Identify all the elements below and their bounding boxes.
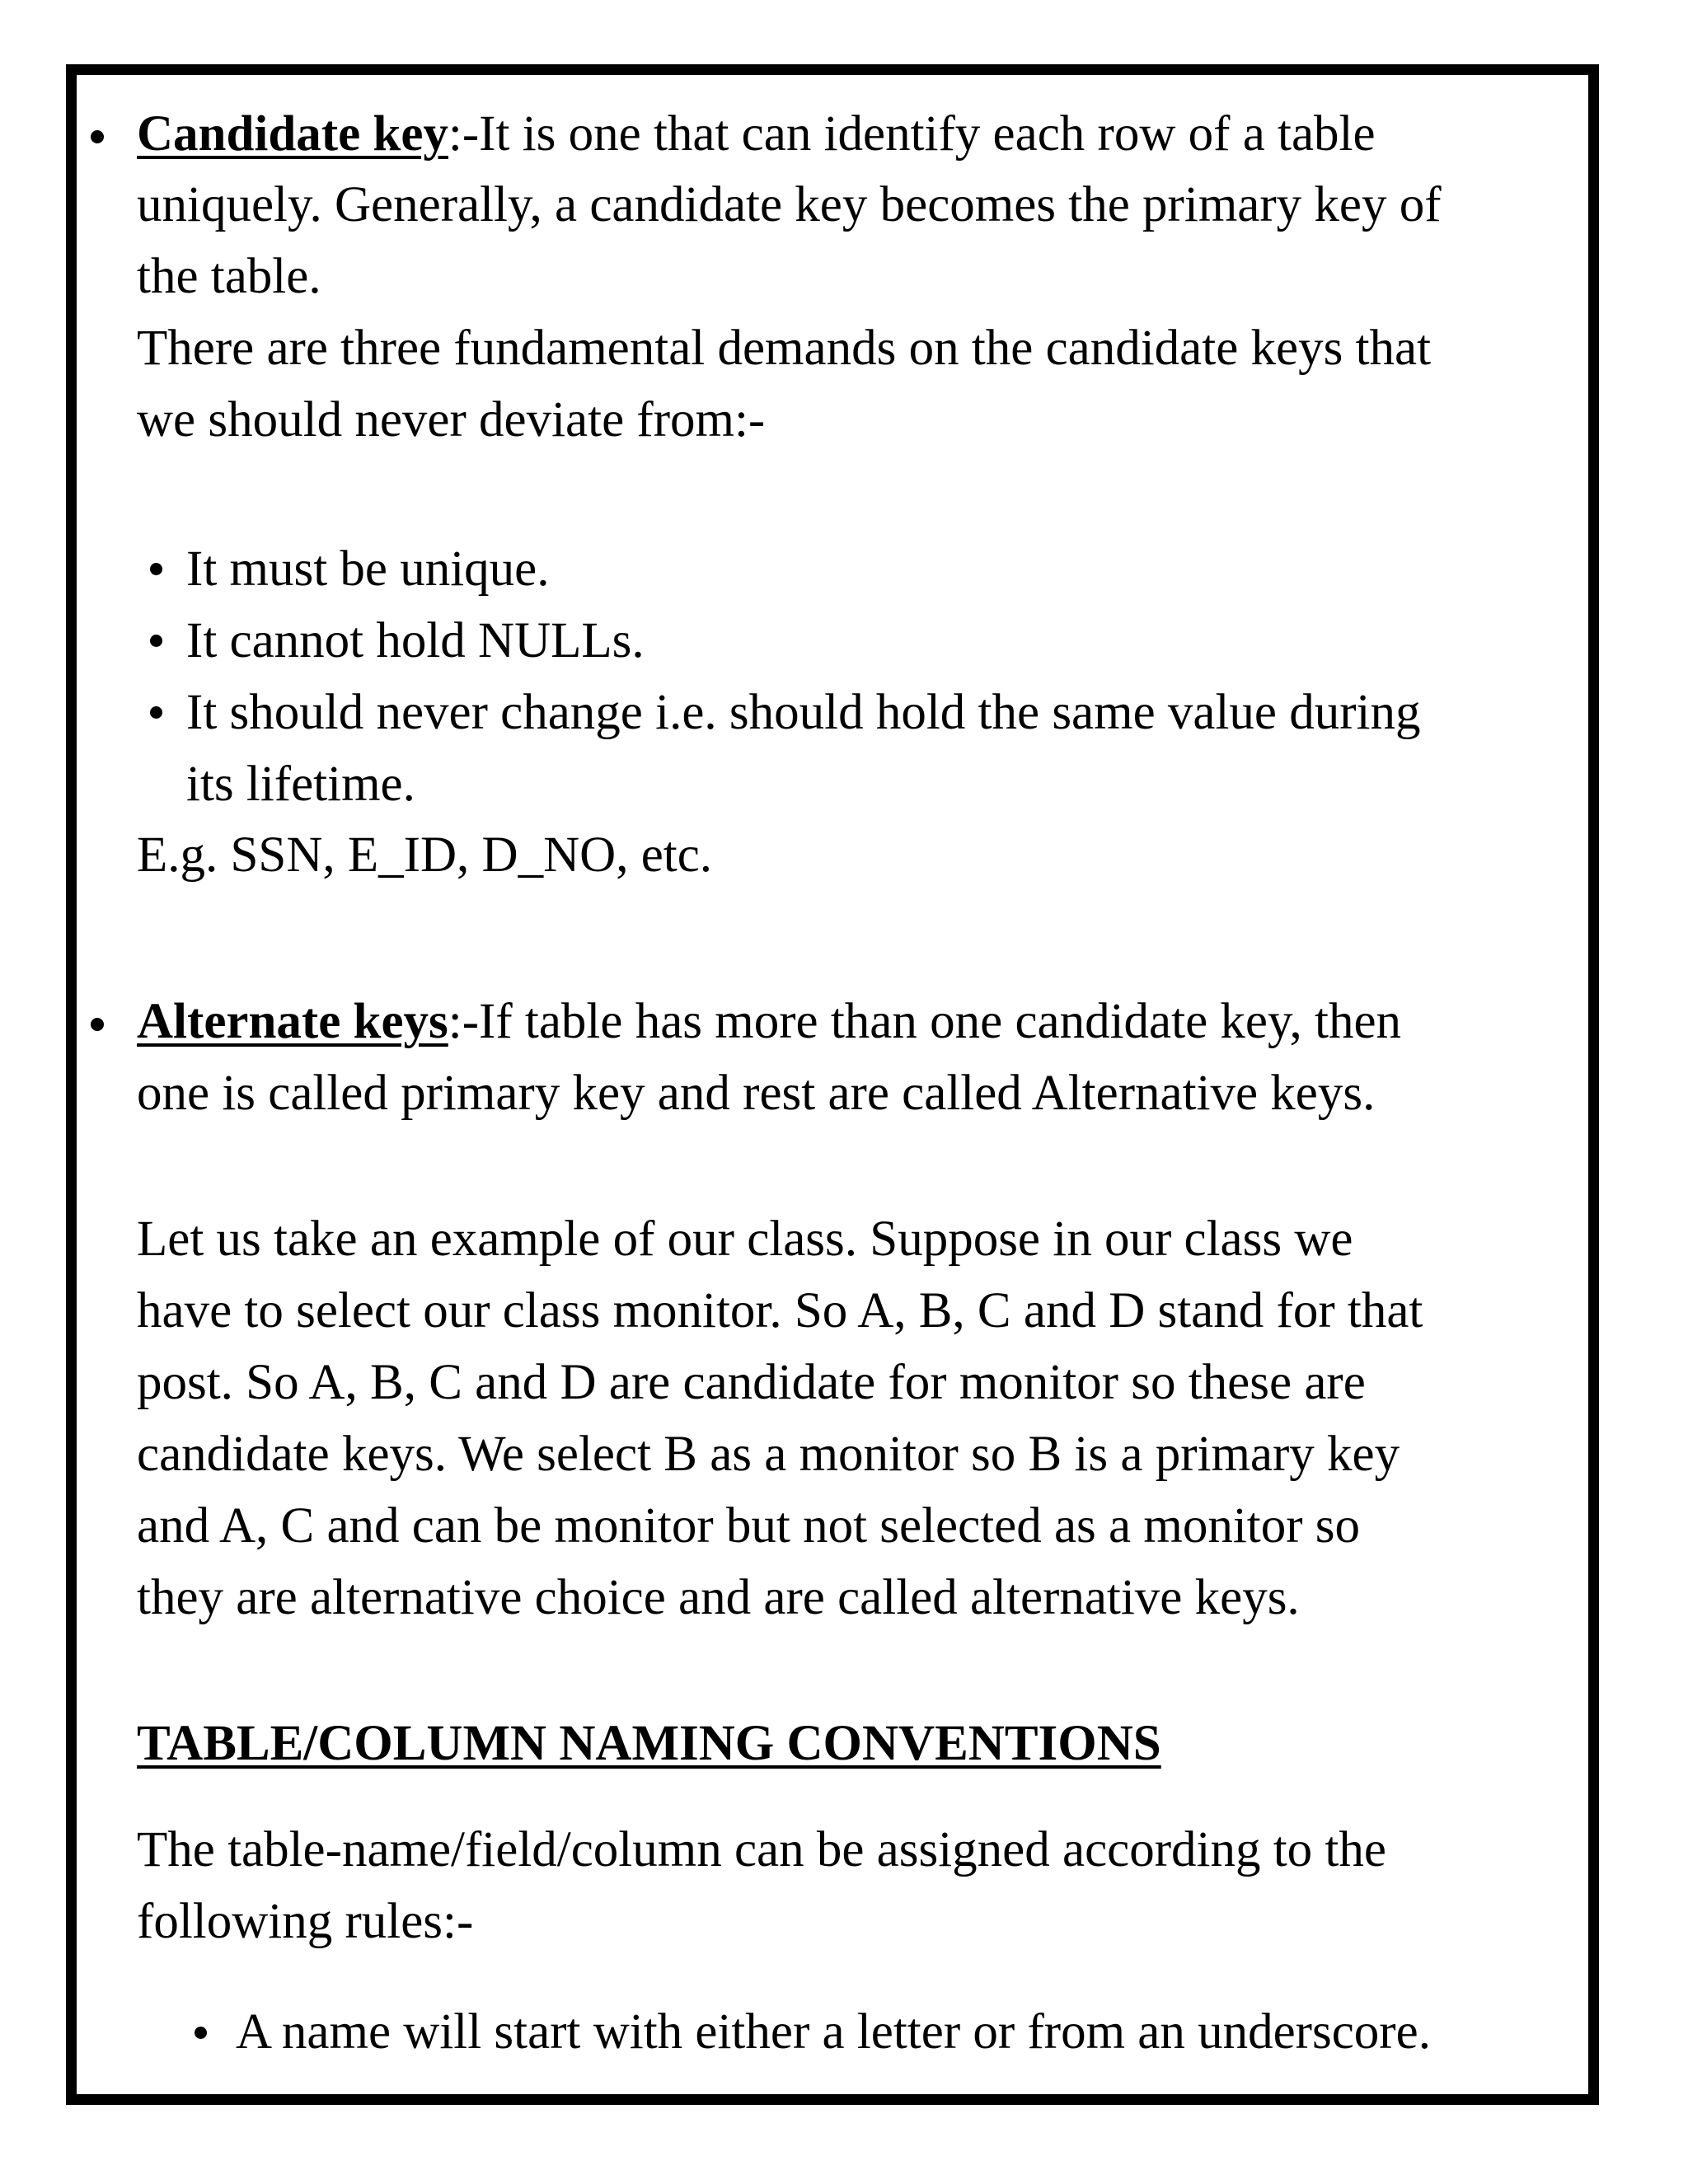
candidate-key-line-2: uniquely. Generally, a candidate key becomes the primary key of	[137, 177, 1442, 232]
candidate-key-term: Candidate key	[137, 106, 448, 162]
alternate-keys-line-2: one is called primary key and rest are called Alternative keys.	[137, 1066, 1376, 1121]
example-paragraph-line-1: Let us take an example of our class. Suppose in our class we	[137, 1212, 1353, 1267]
demand-item-1: It must be unique.	[186, 541, 550, 597]
naming-rule-bullet-1	[195, 2027, 207, 2039]
demand-item-2: It cannot hold NULLs.	[186, 613, 645, 668]
example-paragraph-line-5: and A, C and can be monitor but not selected as a monitor so	[137, 1498, 1361, 1554]
candidate-key-line-1	[137, 98, 1376, 170]
alternate-keys-bullet	[91, 1018, 104, 1031]
demand-item-3-continuation: its lifetime.	[186, 757, 415, 812]
alternate-keys-term: Alternate keys	[137, 994, 448, 1049]
candidate-key-line-3: the table.	[137, 249, 321, 304]
naming-conventions-heading: TABLE/COLUMN NAMING CONVENTIONS	[137, 1716, 1161, 1771]
candidate-key-line-4: There are three fundamental demands on the candidate keys that	[137, 321, 1432, 376]
demand-bullet-1	[150, 563, 162, 575]
example-paragraph-line-3: post. So A, B, C and D are candidate for monitor so these are	[137, 1355, 1366, 1410]
naming-rule-1: A name will start with either a letter or from an underscore.	[236, 2004, 1431, 2060]
example-paragraph-line-6: they are alternative choice and are called alternative keys.	[137, 1570, 1300, 1625]
candidate-key-example: E.g. SSN, E_ID, D_NO, etc.	[137, 827, 713, 883]
alternate-keys-line-1	[137, 986, 1401, 1057]
example-paragraph-line-4: candidate keys. We select B as a monitor so B is a primary key	[137, 1427, 1400, 1482]
alternate-keys-definition-start: :-If table has more than one candidate key, then	[448, 994, 1402, 1049]
naming-intro-line-2: following rules:-	[137, 1894, 474, 1949]
demand-item-3: It should never change i.e. should hold the same value during	[186, 685, 1421, 740]
candidate-key-definition-start: :-It is one that can identify each row of a table	[448, 106, 1376, 162]
candidate-key-line-5: we should never deviate from:-	[137, 392, 766, 448]
demand-bullet-2	[150, 635, 162, 647]
demand-bullet-3	[150, 706, 162, 719]
naming-intro-line-1: The table-name/field/column can be assigned according to the	[137, 1822, 1386, 1877]
candidate-key-bullet	[91, 130, 104, 143]
example-paragraph-line-2: have to select our class monitor. So A, B, C and D stand for that	[137, 1283, 1423, 1338]
